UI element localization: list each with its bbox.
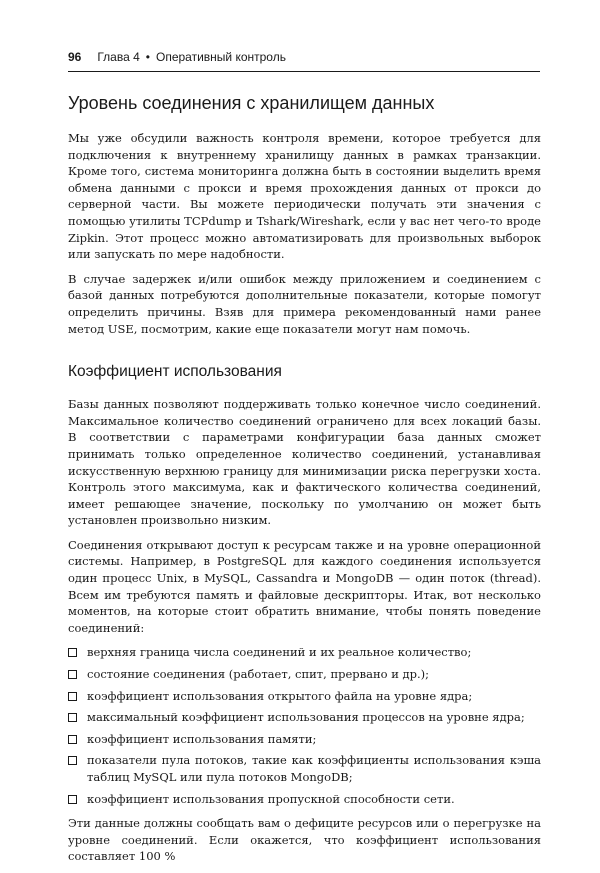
checkbox-bullet-icon (68, 648, 77, 657)
checkbox-bullet-icon (68, 795, 77, 804)
list-item (68, 644, 541, 661)
list-item-text: верхняя граница числа соединений и их реальное количество; (87, 645, 472, 660)
list-item (68, 791, 541, 808)
list-item-text: коэффициент использования памяти; (87, 731, 317, 746)
checkbox-bullet-icon (68, 670, 77, 679)
closing-paragraph: Эти данные должны сообщать вам о дефиците ресурсов или о перегрузке на уровне соединений. Если окажется, что коэффициент использования составляет 100 % (68, 816, 541, 864)
subsection-paragraph-2: Соединения открывают доступ к ресурсам также и на уровне операционной системы. Например, в PostgreSQL для каждого соединения используется один процесс Unix, в MySQL, Cassandra и MongoDB — один поток (thread). Всем им требуются память и файловые дескрипторы. Итак, вот несколько моментов, на которые стоит обратить внимание, чтобы понять поведение соединений: (68, 537, 541, 635)
chapter-label: Глава 4 (97, 50, 140, 64)
section-heading: Уровень соединения с хранилищем данных (68, 93, 435, 113)
list-item-text: состояние соединения (работает, спит, прервано и др.); (87, 667, 430, 682)
list-item (68, 752, 541, 785)
list-item-text: показатели пула потоков, такие как коэффициенты использования кэша таблиц MySQL или пула потоков MongoDB; (87, 753, 541, 784)
checkbox-bullet-icon (68, 692, 77, 701)
list-item (68, 709, 541, 726)
list-item (68, 688, 541, 705)
subsection-heading: Коэффициент использования (68, 363, 282, 381)
checkbox-bullet-icon (68, 735, 77, 744)
section-paragraph-2: В случае задержек и/или ошибок между приложением и соединением с базой данных потребуются дополнительные показатели, которые помогут определить причины. Взяв для примера рекомендованный нами ранее метод USE, посмотрим, какие еще показатели могут нам помочь. (68, 271, 541, 336)
list-item-text: коэффициент использования открытого файла на уровне ядра; (87, 688, 473, 703)
list-item-text: коэффициент использования пропускной способности сети. (87, 791, 455, 806)
subsection-paragraph-1: Базы данных позволяют поддерживать только конечное число соединений. Максимальное количество соединений ограничено для всех локаций базы. В соответствии с параметрами конфигурации база данных сможет принимать только определенное количество соединений, устанавливая искусственную верхнюю границу для минимизации риска перегрузки хоста. Контроль этого максимума, как и фактического количества соединений, имеет решающее значение, поскольку по умолчанию он может быть установлен произвольно низким. (68, 397, 541, 528)
bullet-separator: • (145, 50, 150, 64)
checkbox-bullet-icon (68, 756, 77, 765)
list-item (68, 731, 541, 748)
metrics-list (68, 644, 541, 807)
list-item (68, 666, 541, 683)
page-number: 96 (68, 50, 82, 64)
chapter-title: Оперативный контроль (155, 50, 286, 64)
running-head (68, 50, 540, 72)
section-paragraph-1: Мы уже обсудили важность контроля времени, которое требуется для подключения к внутреннему хранилищу данных в рамках транзакции. Кроме того, система мониторинга должна быть в состоянии выделить время обмена данными с прокси и время прохождения данных от прокси до серверной части. Вы можете периодически получать эти значения с помощью утилиты TCPdump и Tshark/Wireshark, если у вас нет чего-то вроде Zipkin. Этот процесс можно автоматизировать для произвольных выборок или запускать по мере надобности. (68, 131, 541, 262)
list-item-text: максимальный коэффициент использования процессов на уровне ядра; (87, 710, 525, 725)
checkbox-bullet-icon (68, 713, 77, 722)
page-body (68, 92, 541, 873)
